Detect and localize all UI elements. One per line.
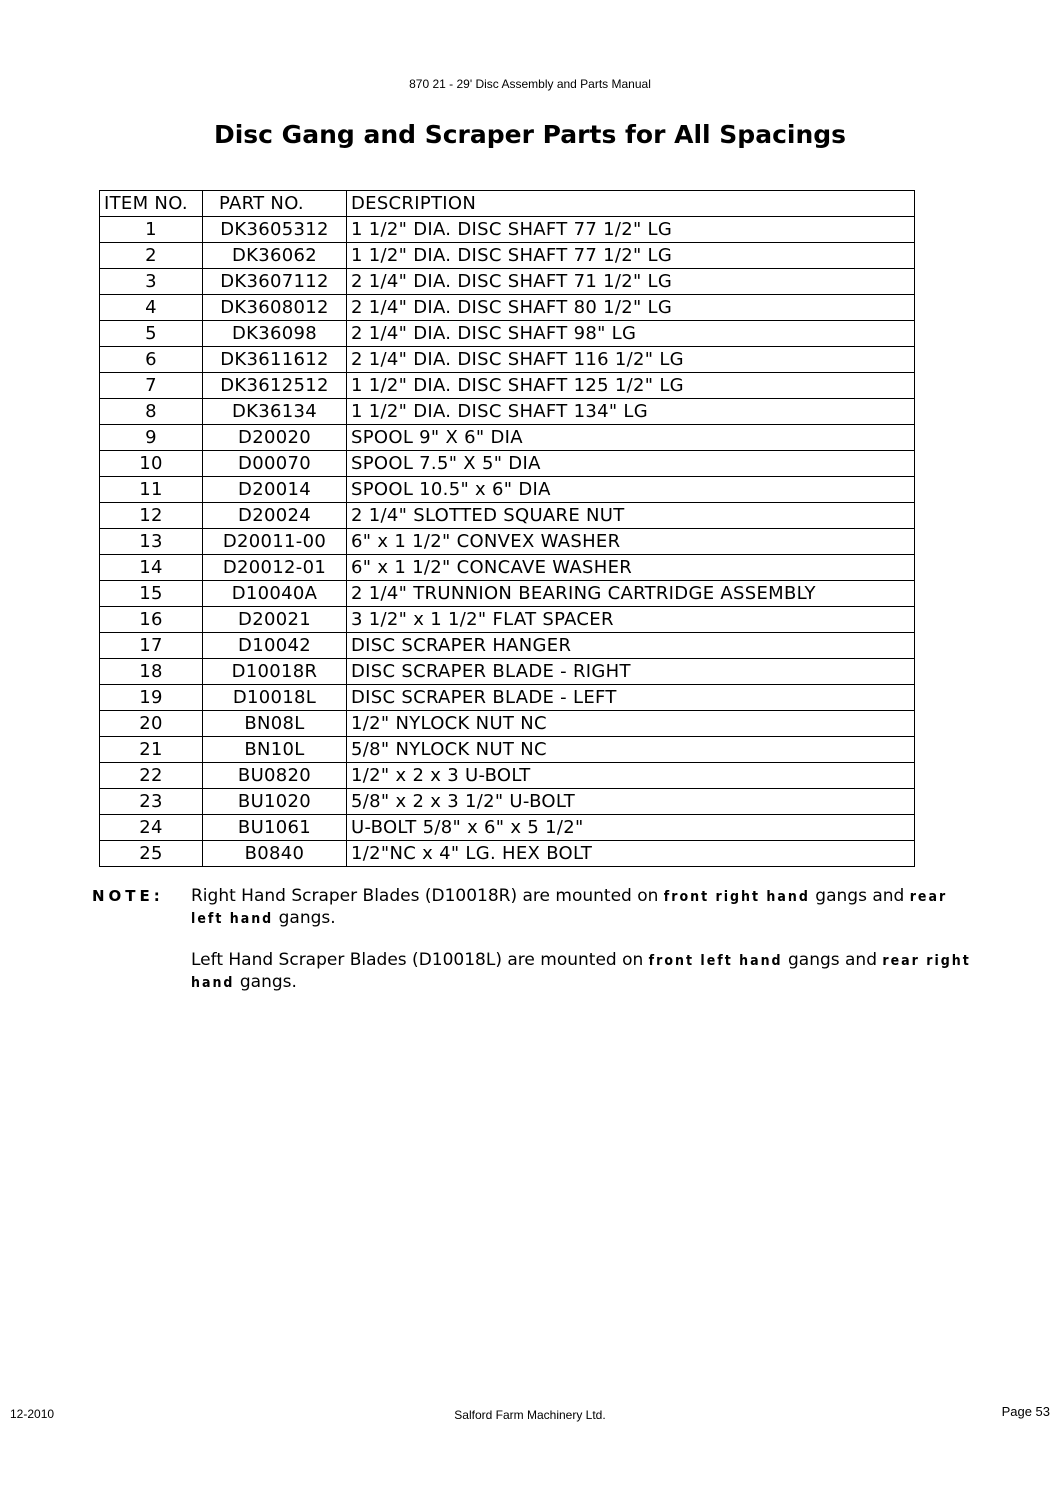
- description-cell: SPOOL 9" X 6" DIA: [347, 425, 915, 451]
- part-no-cell: BU1020: [203, 789, 347, 815]
- table-row: [100, 399, 915, 425]
- note-section: [92, 886, 972, 1014]
- part-no-cell: D00070: [203, 451, 347, 477]
- item-no-cell: 13: [100, 529, 203, 555]
- part-no-cell: D20012-01: [203, 555, 347, 581]
- table-row: [100, 633, 915, 659]
- note-emphasis: rear left hand: [191, 889, 948, 927]
- item-no-cell: 5: [100, 321, 203, 347]
- description-cell: 1 1/2" DIA. DISC SHAFT 77 1/2" LG: [347, 243, 915, 269]
- description-cell: 5/8" x 2 x 3 1/2" U-BOLT: [347, 789, 915, 815]
- parts-table-body: [100, 217, 915, 867]
- footer-date: 12-2010: [10, 1407, 55, 1421]
- note-text: Right Hand Scraper Blades (D10018R) are mounted on: [191, 886, 664, 906]
- description-cell: 2 1/4" DIA. DISC SHAFT 116 1/2" LG: [347, 347, 915, 373]
- description-cell: U-BOLT 5/8" x 6" x 5 1/2": [347, 815, 915, 841]
- part-no-cell: D10018L: [203, 685, 347, 711]
- part-no-cell: DK3605312: [203, 217, 347, 243]
- item-no-cell: 17: [100, 633, 203, 659]
- note-text: gangs and: [782, 950, 883, 970]
- parts-table: [99, 190, 915, 867]
- note-text: gangs and: [809, 886, 910, 906]
- part-no-cell: D10018R: [203, 659, 347, 685]
- item-no-cell: 23: [100, 789, 203, 815]
- table-row: [100, 529, 915, 555]
- description-cell: 1 1/2" DIA. DISC SHAFT 77 1/2" LG: [347, 217, 915, 243]
- item-no-cell: 21: [100, 737, 203, 763]
- description-cell: 2 1/4" SLOTTED SQUARE NUT: [347, 503, 915, 529]
- part-no-cell: DK36098: [203, 321, 347, 347]
- table-row: [100, 737, 915, 763]
- description-cell: 2 1/4" DIA. DISC SHAFT 80 1/2" LG: [347, 295, 915, 321]
- description-cell: 5/8" NYLOCK NUT NC: [347, 737, 915, 763]
- item-no-cell: 18: [100, 659, 203, 685]
- table-row: [100, 763, 915, 789]
- table-row: [100, 347, 915, 373]
- item-no-cell: 14: [100, 555, 203, 581]
- table-row: [100, 217, 915, 243]
- footer-company: Salford Farm Machinery Ltd.: [454, 1408, 606, 1422]
- table-header-row: [100, 191, 915, 217]
- description-cell: DISC SCRAPER BLADE - LEFT: [347, 685, 915, 711]
- description-cell: 2 1/4" DIA. DISC SHAFT 98" LG: [347, 321, 915, 347]
- part-no-cell: D10042: [203, 633, 347, 659]
- column-header-description: DESCRIPTION: [347, 191, 915, 217]
- part-no-cell: D20014: [203, 477, 347, 503]
- table-row: [100, 659, 915, 685]
- table-row: [100, 581, 915, 607]
- column-header-part-no: PART NO.: [203, 191, 347, 217]
- part-no-cell: DK3608012: [203, 295, 347, 321]
- note-emphasis: rear right hand: [191, 953, 971, 991]
- part-no-cell: DK3607112: [203, 269, 347, 295]
- item-no-cell: 1: [100, 217, 203, 243]
- note-emphasis: front right hand: [663, 889, 810, 905]
- table-row: [100, 451, 915, 477]
- item-no-cell: 3: [100, 269, 203, 295]
- part-no-cell: D20020: [203, 425, 347, 451]
- table-row: [100, 503, 915, 529]
- part-no-cell: DK36062: [203, 243, 347, 269]
- note-text: gangs.: [273, 908, 336, 928]
- item-no-cell: 16: [100, 607, 203, 633]
- page-title: Disc Gang and Scraper Parts for All Spacings: [213, 120, 847, 149]
- description-cell: 2 1/4" DIA. DISC SHAFT 71 1/2" LG: [347, 269, 915, 295]
- part-no-cell: D10040A: [203, 581, 347, 607]
- manual-header: 870 21 - 29' Disc Assembly and Parts Manual: [409, 77, 651, 91]
- item-no-cell: 11: [100, 477, 203, 503]
- note-paragraphs: [92, 886, 972, 994]
- item-no-cell: 9: [100, 425, 203, 451]
- item-no-cell: 7: [100, 373, 203, 399]
- note-label: NOTE:: [92, 887, 164, 905]
- part-no-cell: DK3612512: [203, 373, 347, 399]
- description-cell: DISC SCRAPER BLADE - RIGHT: [347, 659, 915, 685]
- column-header-item-no: ITEM NO.: [100, 191, 203, 217]
- table-row: [100, 555, 915, 581]
- part-no-cell: D20024: [203, 503, 347, 529]
- item-no-cell: 20: [100, 711, 203, 737]
- description-cell: 1/2" x 2 x 3 U-BOLT: [347, 763, 915, 789]
- item-no-cell: 15: [100, 581, 203, 607]
- item-no-cell: 24: [100, 815, 203, 841]
- part-no-cell: B0840: [203, 841, 347, 867]
- description-cell: 6" x 1 1/2" CONCAVE WASHER: [347, 555, 915, 581]
- table-row: [100, 711, 915, 737]
- note-paragraph: [191, 950, 972, 994]
- part-no-cell: DK36134: [203, 399, 347, 425]
- part-no-cell: DK3611612: [203, 347, 347, 373]
- item-no-cell: 22: [100, 763, 203, 789]
- part-no-cell: BU0820: [203, 763, 347, 789]
- table-row: [100, 607, 915, 633]
- description-cell: 1/2"NC x 4" LG. HEX BOLT: [347, 841, 915, 867]
- table-row: [100, 243, 915, 269]
- description-cell: DISC SCRAPER HANGER: [347, 633, 915, 659]
- item-no-cell: 25: [100, 841, 203, 867]
- description-cell: 1/2" NYLOCK NUT NC: [347, 711, 915, 737]
- description-cell: 1 1/2" DIA. DISC SHAFT 134" LG: [347, 399, 915, 425]
- item-no-cell: 12: [100, 503, 203, 529]
- table-row: [100, 815, 915, 841]
- note-text: Left Hand Scraper Blades (D10018L) are mounted on: [191, 950, 649, 970]
- part-no-cell: D20021: [203, 607, 347, 633]
- table-row: [100, 685, 915, 711]
- table-row: [100, 269, 915, 295]
- item-no-cell: 19: [100, 685, 203, 711]
- description-cell: 6" x 1 1/2" CONVEX WASHER: [347, 529, 915, 555]
- note-paragraph: [191, 886, 972, 930]
- table-row: [100, 425, 915, 451]
- part-no-cell: BU1061: [203, 815, 347, 841]
- table-row: [100, 477, 915, 503]
- item-no-cell: 2: [100, 243, 203, 269]
- item-no-cell: 4: [100, 295, 203, 321]
- table-row: [100, 321, 915, 347]
- part-no-cell: BN08L: [203, 711, 347, 737]
- table-row: [100, 841, 915, 867]
- footer-page-number: Page 53: [1001, 1404, 1050, 1419]
- note-emphasis: front left hand: [648, 953, 783, 969]
- note-text: gangs.: [234, 972, 297, 992]
- table-row: [100, 295, 915, 321]
- table-row: [100, 373, 915, 399]
- description-cell: 3 1/2" x 1 1/2" FLAT SPACER: [347, 607, 915, 633]
- description-cell: SPOOL 10.5" x 6" DIA: [347, 477, 915, 503]
- item-no-cell: 6: [100, 347, 203, 373]
- item-no-cell: 10: [100, 451, 203, 477]
- table-row: [100, 789, 915, 815]
- part-no-cell: BN10L: [203, 737, 347, 763]
- item-no-cell: 8: [100, 399, 203, 425]
- description-cell: 2 1/4" TRUNNION BEARING CARTRIDGE ASSEMBLY: [347, 581, 915, 607]
- description-cell: 1 1/2" DIA. DISC SHAFT 125 1/2" LG: [347, 373, 915, 399]
- part-no-cell: D20011-00: [203, 529, 347, 555]
- description-cell: SPOOL 7.5" X 5" DIA: [347, 451, 915, 477]
